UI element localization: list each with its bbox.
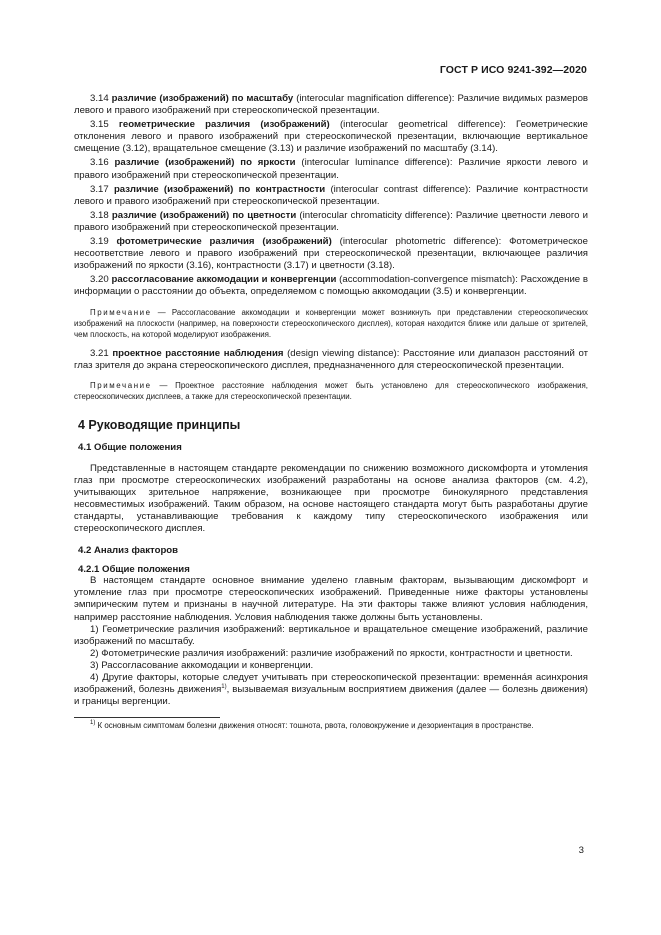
- definition-term: различие (изображений) по цветности: [111, 209, 297, 221]
- definition-text: (interocular luminance difference): Различие яркости левого и правого изображений при стереоскопической презентации.: [74, 157, 589, 181]
- definition-text: (accommodation-convergence mismatch): Расхождение в информации о расстоянии до объекта, определяемом с помощью аккомодации (3.5) и конвергенции.: [74, 274, 589, 298]
- definition-3-14: [74, 93, 588, 117]
- note-text: — Проектное расстояние наблюдения может быть установлено для стереоскопического изображения, стереоскопических дисплеев, а также для стереоскопической презентации.: [74, 380, 588, 401]
- subsection-heading: 4.1 Общие положения: [78, 441, 182, 453]
- definition-term: различие (изображений) по яркости: [114, 157, 296, 169]
- definition-term: фотометрические различия (изображений): [116, 236, 332, 248]
- definition-number: 3.15: [90, 119, 109, 131]
- definition-3-19: [74, 236, 588, 272]
- definition-3-16: [74, 157, 588, 181]
- definition-number: 3.14: [90, 93, 109, 104]
- standard-header: ГОСТ Р ИСО 9241-392—2020: [439, 64, 587, 76]
- definition-3-21: [74, 348, 588, 372]
- subsubsection-heading: 4.2.1 Общие положения: [78, 564, 190, 576]
- section-heading: 4 Руководящие принципы: [78, 417, 241, 432]
- definition-term: рассогласование аккомодации и конвергенции: [111, 274, 337, 286]
- definition-text: (interocular chromaticity difference): Различие цветности левого и правого изображений при стереоскопической презентации.: [74, 209, 589, 233]
- definition-text: (design viewing distance): Расстояние или диапазон расстояний от глаз зрителя до экрана стереоскопического дисплея, предназначенного для стереоскопической презентации.: [74, 347, 588, 371]
- definition-text: (interocular geometrical difference): Геометрические отклонения левого и правого изображений при стереоскопической презентации, включающие вертикальное смещение (3.12), вращательное смещение (3.13) и различие изображений по масштабу (3.14).: [74, 119, 588, 155]
- definition-term: проектное расстояние наблюдения: [112, 347, 284, 359]
- paragraph: Представленные в настоящем стандарте рекомендации по снижению возможного дискомфорта и утомления глаз при просмотре стереоскопических изображений разработаны на основе анализа факторов (см. 4.2), учитывающих зрительное напряжение, возникающее при просмотре бинокулярного представления несовместимых изображений. Таким образом, на основе настоящего стандарта могут быть разработаны другие стандарты, устанавливающие требования к каждому типу стереоскопического изображения или стереоскопического дисплея.: [74, 462, 588, 535]
- definition-number: 3.17: [90, 183, 109, 195]
- subsection-heading: 4.2 Анализ факторов: [78, 545, 179, 557]
- definition-number: 3.16: [90, 157, 109, 169]
- definition-3-18: [74, 210, 588, 234]
- definition-text: (interocular magnification difference): Различие видимых размеров левого и правого изображений при стереоскопической презентации.: [74, 93, 589, 117]
- page-content: [74, 93, 588, 731]
- definition-term: геометрические различия (изображений): [118, 119, 330, 131]
- list-item: 1) Геометрические различия изображений: вертикальное и вращательное смещение изображений, различие изображений по масштабу.: [74, 623, 588, 647]
- paragraph: В настоящем стандарте основное внимание уделено главным факторам, вызывающим дискомфорт и утомление глаз при просмотре стереоскопических изображений. Приведенные ниже факторы установлены эмпирическим путем и признаны в научной литературе. На эти факторы также влияют условия наблюдения, например расстояние наблюдения. Условия наблюдения также должны быть установлены.: [74, 575, 588, 623]
- page-number: 3: [578, 845, 584, 856]
- footnote-text: К основным симптомам болезни движения относят: тошнота, рвота, головокружение и дезориентация в пространстве.: [95, 721, 534, 731]
- list-item: 2) Фотометрические различия изображений: различие изображений по яркости, контрастности и цветности.: [90, 647, 573, 659]
- definition-number: 3.18: [90, 209, 109, 221]
- definition-term: различие (изображений) по контрастности: [113, 183, 326, 195]
- definition-text: (interocular photometric difference): Фотометрическое несоответствие левого и правого изображений при стереоскопической презентации, включающее различия изображений по яркости (3.16), контрастности (3.17) и цветности (3.18).: [74, 236, 588, 272]
- note-label: Примечание: [90, 307, 152, 317]
- definition-3-15: [74, 119, 588, 155]
- note-3-21: [74, 380, 588, 402]
- definition-term: различие (изображений) по масштабу: [111, 93, 294, 104]
- footnote-reference[interactable]: 1): [221, 684, 227, 691]
- definition-3-20: [74, 274, 588, 298]
- definition-number: 3.21: [90, 347, 109, 359]
- footnote-mark: 1): [90, 720, 96, 727]
- note-label: Примечание: [90, 380, 152, 390]
- note-text: — Рассогласование аккомодации и конвергенции может возникнуть при представлении стереоскопических изображений на плоскости (например, на поверхности стереоскопического дисплея), которая находится ближе или дальше от зрителей, чем плоскость, на которой моделируют изображения.: [74, 307, 588, 339]
- note-3-20: [74, 307, 588, 340]
- definition-text: (interocular contrast difference): Различие контрастности левого и правого изображений при стереоскопической презентации.: [74, 183, 588, 207]
- definition-number: 3.20: [90, 274, 109, 286]
- definition-number: 3.19: [90, 236, 109, 248]
- footnote-divider: [74, 717, 220, 718]
- list-item-text: 4) Другие факторы, которые следует учитывать при стереоскопической презентации: временна́я асинхрония изображений, болезнь движения: [74, 672, 588, 696]
- list-item: [74, 672, 588, 708]
- list-item-text: , вызываемая визуальным восприятием движения (далее — болезнь движения) и границы вергенции.: [74, 684, 588, 708]
- list-item: 3) Рассогласование аккомодации и конвергенции.: [90, 659, 314, 671]
- footnote: [74, 720, 588, 731]
- definition-3-17: [74, 184, 588, 208]
